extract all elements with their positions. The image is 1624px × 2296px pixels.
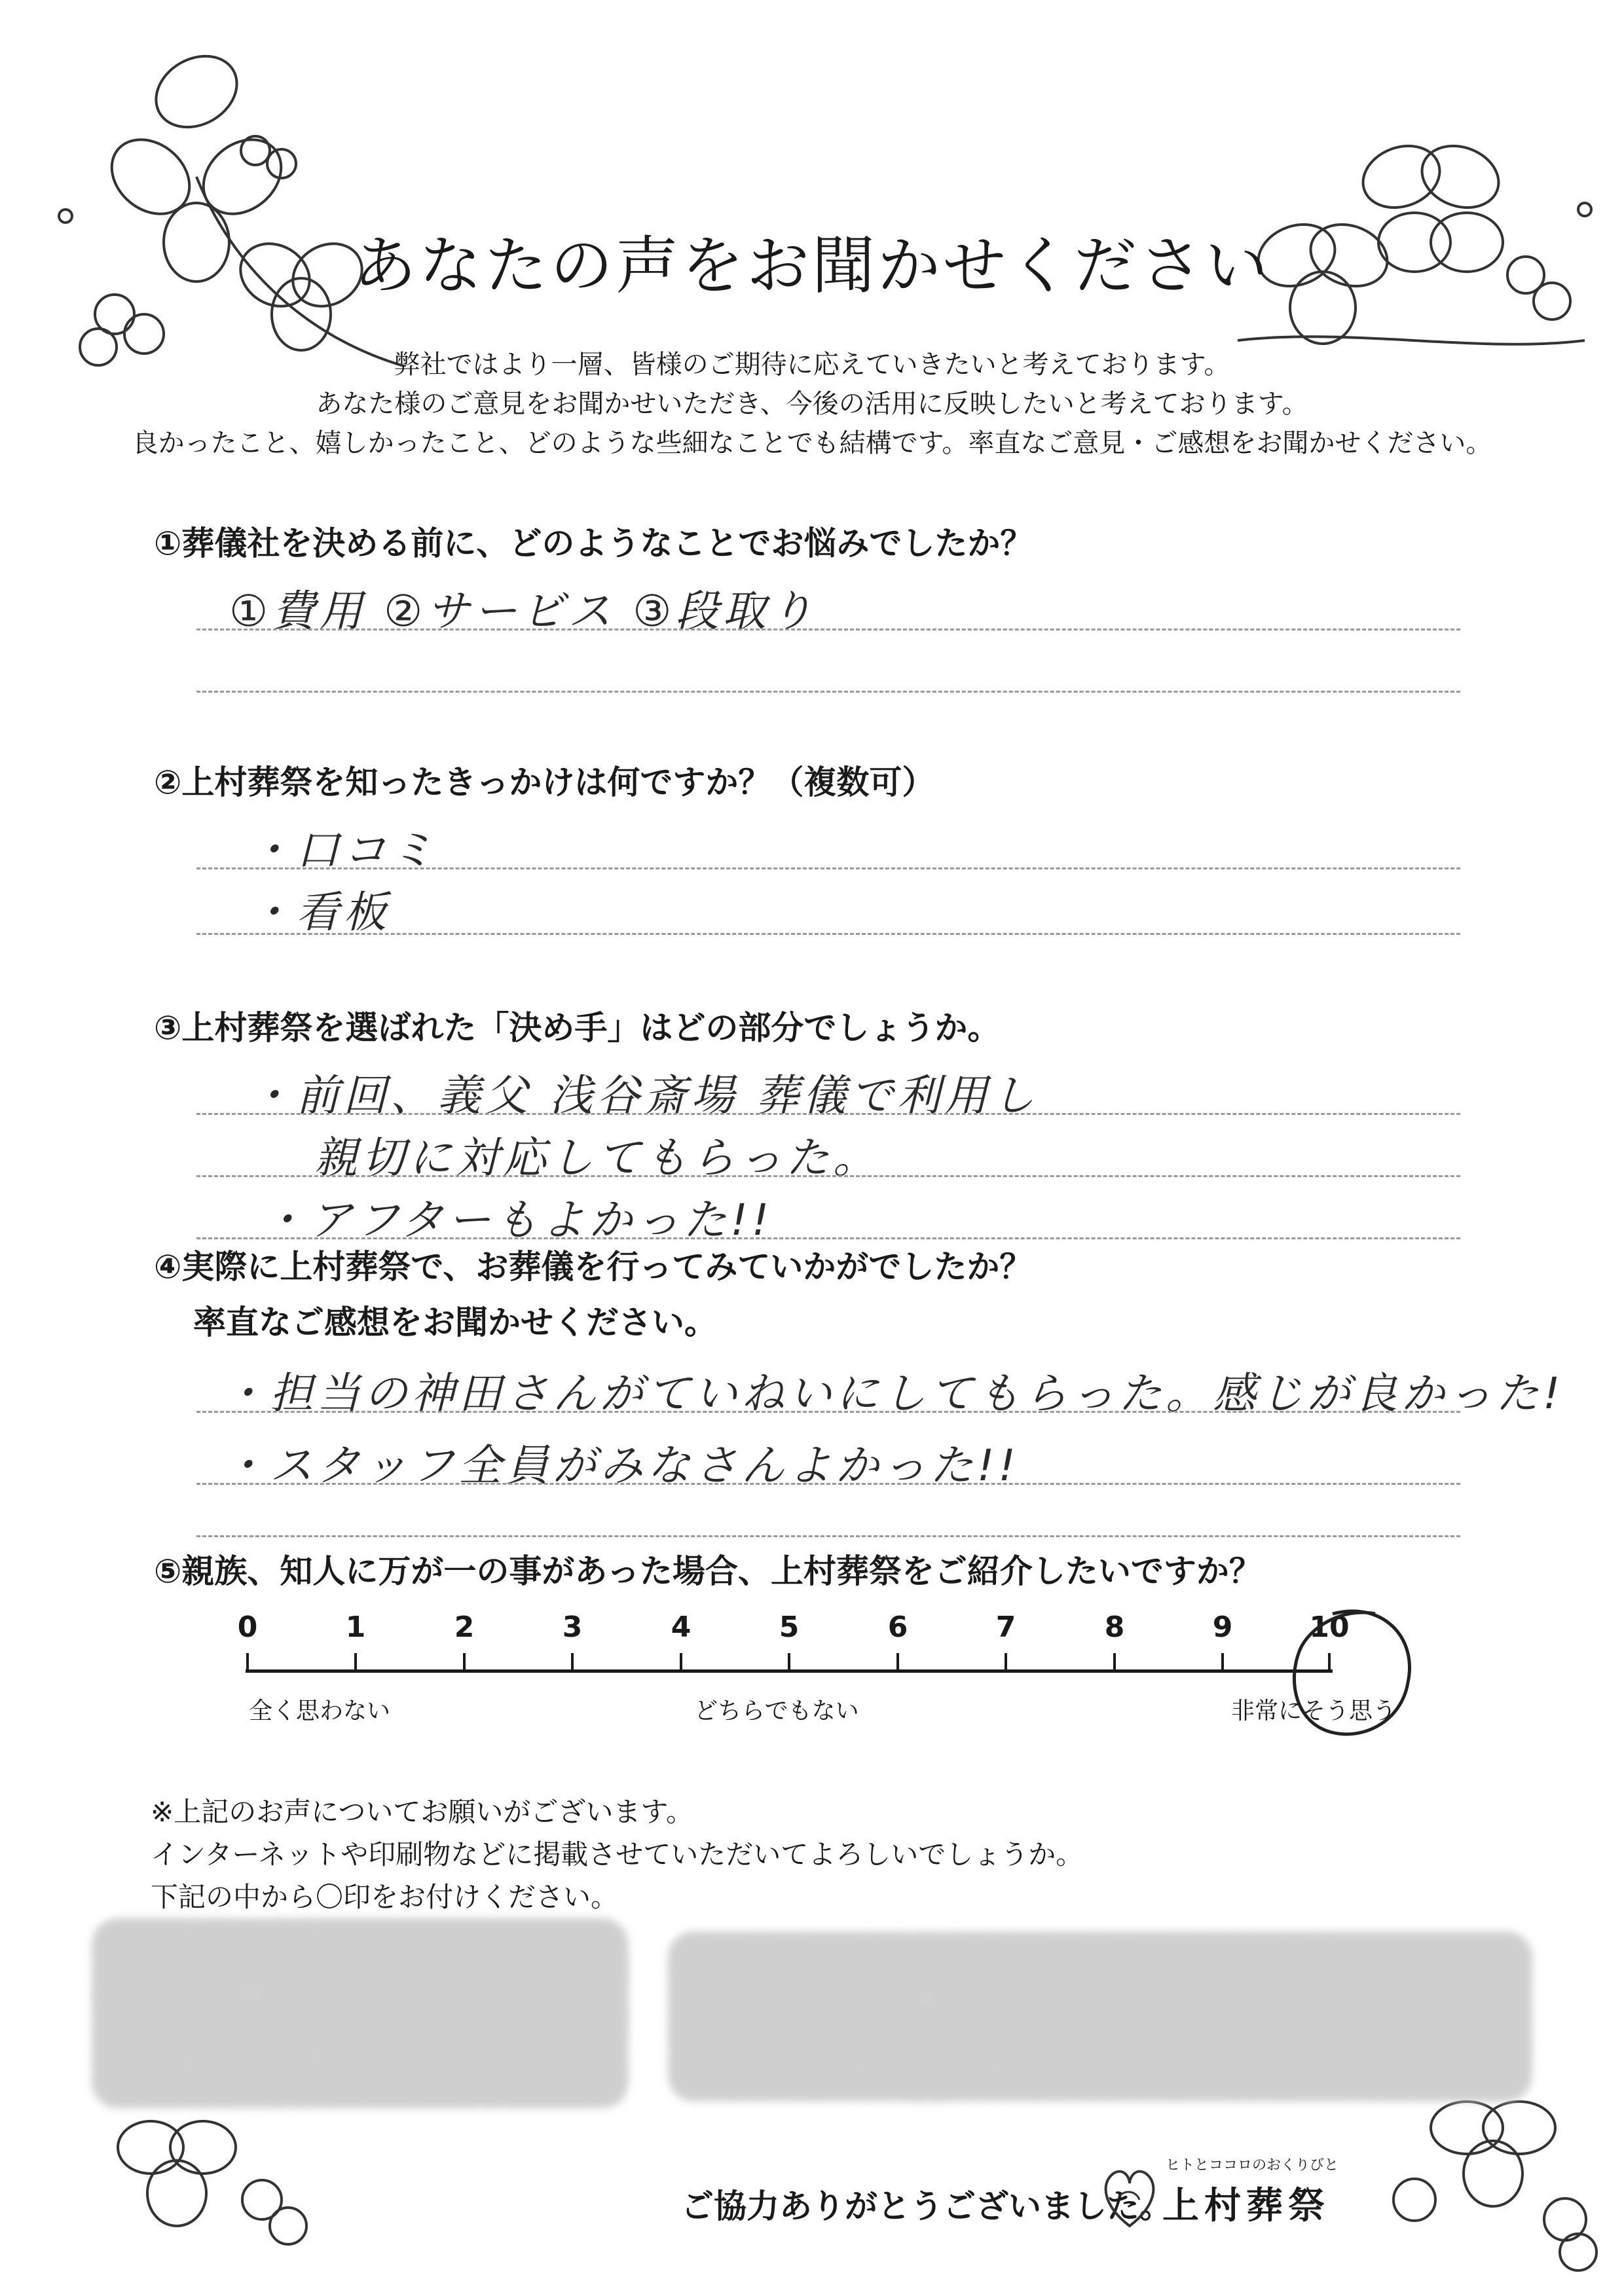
answer-4-line-2: ・スタッフ全員がみなさんよかった!! bbox=[223, 1440, 1020, 1491]
scale-tick bbox=[246, 1653, 249, 1673]
answer-line bbox=[196, 1411, 1460, 1413]
scale-mid-label: どちらでもない bbox=[694, 1698, 859, 1724]
scale-num-2: 2 bbox=[454, 1611, 475, 1644]
answer-line bbox=[196, 933, 1460, 935]
logo-tagline: ヒトとココロのおくりびと bbox=[1166, 2157, 1339, 2174]
question-4-sub: 率直なご感想をお聞かせください。 bbox=[193, 1303, 717, 1341]
thanks-message: ご協力ありがとうございました。 bbox=[681, 2187, 1172, 2225]
answer-2-line-1: ・口コミ bbox=[249, 825, 437, 875]
scale-tick bbox=[1005, 1653, 1007, 1673]
clover-decoration-bottom-left bbox=[92, 2095, 308, 2265]
scale-tick bbox=[1221, 1653, 1224, 1673]
intro-line-2: あなた様のご意見をお聞かせいただき、今後の活用に反映したいと考えております。 bbox=[316, 389, 1308, 419]
scale-right-label: 非常にそう思う bbox=[1231, 1698, 1397, 1724]
answer-line bbox=[196, 867, 1460, 869]
answer-3-line-1: ・前回、義父 浅谷斎場 葬儀で利用し bbox=[249, 1070, 1039, 1121]
scale-num-4: 4 bbox=[671, 1611, 692, 1644]
intro-line-3: 良かったこと、嬉しかったこと、どのような些細なことでも結構です。率直なご意見・ご感想をお聞かせください。 bbox=[132, 428, 1492, 458]
scale-tick bbox=[463, 1653, 466, 1673]
scale-num-0: 0 bbox=[237, 1611, 258, 1644]
question-5: ⑤親族、知人に万が一の事があった場合、上村葬祭をご紹介したいですか？ bbox=[154, 1552, 1262, 1590]
clover-decoration-bottom-right bbox=[1369, 2082, 1611, 2278]
scale-tick bbox=[896, 1653, 899, 1673]
redacted-area-left bbox=[92, 1918, 629, 2108]
answer-line bbox=[196, 1483, 1460, 1485]
note-line-3: 下記の中から〇印をお付けください。 bbox=[151, 1881, 619, 1913]
scale-num-8: 8 bbox=[1104, 1611, 1125, 1644]
selected-circle bbox=[1270, 1597, 1428, 1755]
question-2: ②上村葬祭を知ったきっかけは何ですか？（複数可） bbox=[154, 763, 935, 801]
note-line-1: ※上記のお声についてお願いがございます。 bbox=[151, 1796, 693, 1828]
question-4: ④実際に上村葬祭で、お葬儀を行ってみていかがでしたか？ bbox=[154, 1248, 1033, 1286]
scale-tick bbox=[571, 1653, 574, 1673]
scale-num-5: 5 bbox=[779, 1611, 800, 1644]
answer-line bbox=[196, 1535, 1460, 1537]
answer-line bbox=[196, 629, 1460, 630]
scale-num-3: 3 bbox=[562, 1611, 583, 1644]
answer-line bbox=[196, 1113, 1460, 1115]
answer-3-line-2: 親切に対応してもらった。 bbox=[314, 1133, 880, 1183]
question-1: ①葬儀社を決める前に、どのようなことでお悩みでしたか？ bbox=[154, 524, 1033, 562]
scale-left-label: 全く思わない bbox=[249, 1698, 391, 1724]
scale-tick bbox=[680, 1653, 682, 1673]
scale-tick bbox=[788, 1653, 790, 1673]
page-title: あなたの声をお聞かせください bbox=[354, 229, 1270, 302]
answer-line bbox=[196, 1175, 1460, 1177]
answer-1-line-1: ①費用 ②サービス ③段取り bbox=[229, 586, 817, 636]
scale-num-6: 6 bbox=[887, 1611, 908, 1644]
question-3: ③上村葬祭を選ばれた「決め手」はどの部分でしょうか。 bbox=[154, 1009, 1001, 1047]
scale-num-9: 9 bbox=[1212, 1611, 1233, 1644]
heart-logo-icon bbox=[1100, 2160, 1159, 2232]
redacted-area-right bbox=[668, 1931, 1532, 2102]
answer-2-line-2: ・看板 bbox=[249, 887, 390, 938]
answer-line bbox=[196, 1237, 1460, 1239]
answer-line bbox=[196, 691, 1460, 693]
scale-num-10: 10 bbox=[1309, 1611, 1350, 1644]
note-line-2: インターネットや印刷物などに掲載させていただいてよろしいでしょうか。 bbox=[151, 1838, 1084, 1870]
scale-tick bbox=[354, 1653, 357, 1673]
logo-name: 上村葬祭 bbox=[1162, 2185, 1330, 2227]
scale-num-7: 7 bbox=[995, 1611, 1016, 1644]
intro-line-1: 弊社ではより一層、皆様のご期待に応えていきたいと考えております。 bbox=[394, 350, 1230, 380]
scale-tick bbox=[1113, 1653, 1116, 1673]
answer-4-line-1: ・担当の神田さんがていねいにしてもらった。感じが良かった! bbox=[223, 1368, 1564, 1419]
clover-decoration-top-left bbox=[0, 0, 458, 367]
scale-num-1: 1 bbox=[345, 1611, 366, 1644]
answer-3-line-3: ・アフターもよかった!! bbox=[262, 1195, 773, 1245]
